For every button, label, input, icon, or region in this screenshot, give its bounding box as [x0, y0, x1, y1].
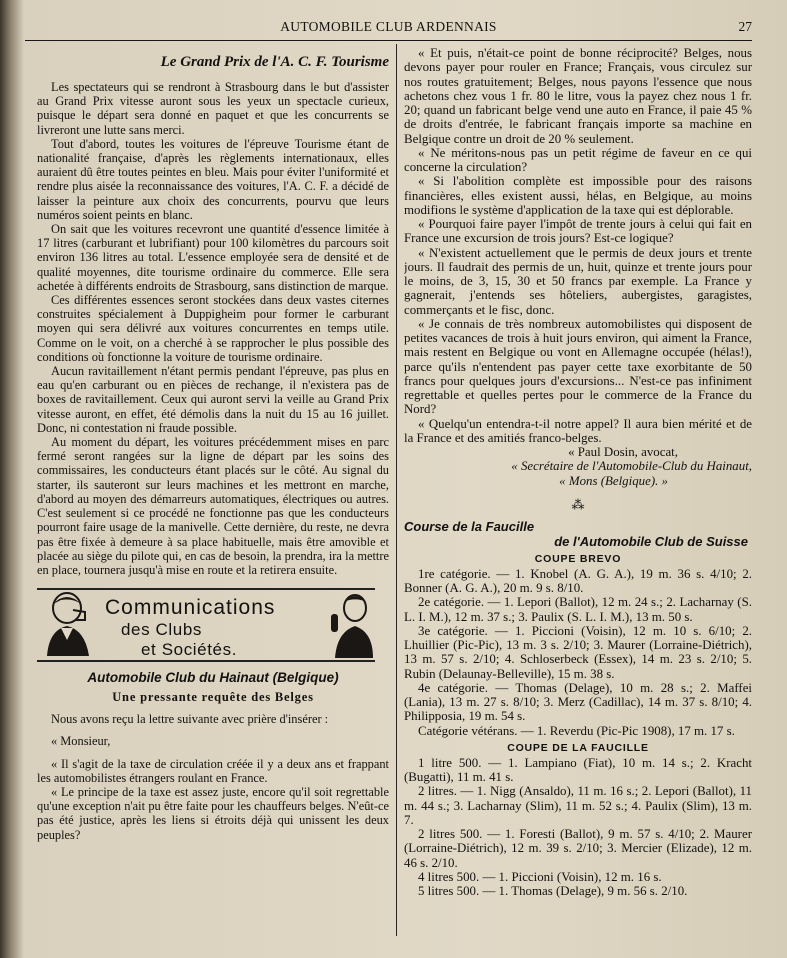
club-section-subtitle: Une pressante requête des Belges	[112, 690, 314, 705]
letter-paragraph: « Il s'agit de la taxe de circulation créée il y a deux ans et frappant les automobilistes étrangers roulant en France.	[37, 756, 389, 785]
result-entry: 4e catégorie. — Thomas (Delage), 10 m. 28 s.; 2. Maffei (Lania), 13 m. 27 s. 8/10; 3. Merz (Cadillac), 14 m. 37 s. 8/10; 4. Philipposia, 19 m. 54 s.	[404, 680, 752, 724]
banner-line-2: des Clubs	[121, 620, 202, 640]
article-title: Le Grand Prix de l'A. C. F. Tourisme	[160, 54, 389, 70]
letter-paragraph: « Le principe de la taxe est assez juste, encore qu'il soit regrettable qu'une exception n'ait pu être faite pour les chauffeurs belges. N'eût-ce pas été justice, après les liens si étroits déjà qui unissent les deux peuples?	[37, 784, 389, 842]
result-entry: 4 litres 500. — 1. Piccioni (Voisin), 12 m. 16 s.	[418, 869, 662, 884]
result-entry: 2 litres 500. — 1. Foresti (Ballot), 9 m. 57 s. 4/10; 2. Maurer (Lorraine-Diétrich), 12 m. 39 s. 2/10; 3. Mercier (Elizade), 12 m. 46 s. 2/10.	[404, 827, 752, 870]
letter-salutation: « Monsieur,	[51, 734, 111, 749]
section-separator-stars: ⁂	[571, 496, 585, 512]
left-column	[37, 46, 389, 936]
article-paragraph: Aucun ravitaillement n'étant permis pendant l'épreuve, pas plus en eau qu'en carburant ou en pièces de rechange, il n'existera pas de boxes de ravitaillement. Ceux qui auront servi la veille au Grand Prix vitesse auront, en effet, été démolis dans la nuit du 15 au 16 juillet. Donc, ni contestation ni fraude possible.	[37, 364, 389, 435]
man-on-phone-illustration-icon	[39, 590, 103, 658]
result-entry: 3e catégorie. — 1. Piccioni (Voisin), 12 m. 10 s. 6/10; 2. Lhuillier (Pic-Pic), 13 m. 3 s. 2/10; 3. Maurer (Lorraine-Diétrich), 13 m. 57 s. 2/10; 4. Schloserbeck (Essex), 14 m. 23 s. 2/10; 5. Rubin (Delaunay-Belleville), 15 m. 38 s.	[404, 623, 752, 681]
result-entry: 2 litres. — 1. Nigg (Ansaldo), 11 m. 16 s.; 2. Lepori (Ballot), 11 m. 44 s.; 3. Lacharnay (Slim), 11 m. 52 s.; 4. Paulix (Slim), 13 m. 7.	[404, 784, 752, 827]
signature-place: « Mons (Belgique). »	[559, 473, 668, 488]
letter-paragraph: Nous avons reçu la lettre suivante avec prière d'insérer :	[51, 712, 329, 727]
telephone-illustration-icon	[329, 592, 375, 658]
course-title-line-2: de l'Automobile Club de Suisse	[554, 533, 748, 549]
result-entry: Catégorie vétérans. — 1. Reverdu (Pic-Pic 1908), 17 m. 17 s.	[418, 723, 735, 738]
article-paragraph: On sait que les voitures recevront une quantité d'essence limitée à 17 litres (carburant et lubrifiant) pour 100 kilomètres du parcours soit environ 136 litres au total. L'essence employée sera de densité et de qualité moyennes, dite tourisme ordinaire du commerce. Elle sera achetée à différents endroits de Strasbourg, sans distinction de marque.	[37, 222, 389, 293]
coupe-brevo-heading: COUPE BREVO	[534, 552, 622, 565]
communications-banner	[37, 588, 375, 662]
page-number: 27	[738, 19, 752, 34]
letter-paragraph: « Pourquoi faire payer l'impôt de trente jours à celui qui fait en France une excursion de trois jours? Est-ce logique?	[404, 217, 752, 246]
running-title: AUTOMOBILE CLUB ARDENNAIS	[280, 19, 497, 34]
course-title-line-1: Course de la Faucille	[404, 518, 535, 534]
article-paragraph: Au moment du départ, les voitures précédemment mises en parc fermé seront rangées sur la ligne de départ par les soins des commissaires, les conducteurs étant placés sur le côté. Au signal du starter, ils sauteront sur leurs machines et les mettront en marche, d'abord au moyen des démarreurs automatiques, électriques ou autres. C'est seulement si ce procédé ne fonctionne pas que les conducteurs pourront faire usage de la manivelle. Cette dernière, du reste, ne devra pas être fixée à demeure à sa place habituelle, mais être amovible et placée au siège du pilote qui, en cas de besoin, la prendra, ira la mettre en place, tournera jusqu'à mise en route et la retirera ensuite.	[37, 435, 389, 577]
result-entry: 5 litres 500. — 1. Thomas (Delage), 9 m. 56 s. 2/10.	[418, 884, 688, 898]
letter-paragraph: « Si l'abolition complète est impossible pour des raisons financières, elles existent aussi, hélas, en Belgique, au moins modifions le système d'application de la taxe qui est déplorable.	[404, 174, 752, 217]
letter-paragraph: « Je connais de très nombreux automobilistes qui disposent de petites vacances de trois à huit jours environ, qui aiment la France, mais restent en Belgique ou vont en Allemagne occupée (hélas!), parce qu'ils n'entendent pas payer cette taxe exorbitante de 50 francs pour quelques jours d'excursions... N'est-ce pas infiniment regrettable et quelles pertes pour le commerce de la France du Nord?	[404, 316, 752, 417]
signature-name: « Paul Dosin, avocat,	[568, 445, 678, 459]
column-divider	[396, 44, 397, 936]
result-entry: 1 litre 500. — 1. Lampiano (Fiat), 10 m. 14 s.; 2. Kracht (Bugatti), 11 m. 41 s.	[404, 755, 752, 784]
letter-paragraph: « Et puis, n'était-ce point de bonne réciprocité? Belges, nous devons payer pour rouler en France; Français, vous circulez sur nos routes gratuitement; Belges, nous payons l'essence que nous achetons chez vous 1 fr. 80 le litre, vous la payez chez nous 1 fr. 20; quand un fabricant belge vend une auto en France, il paie 45 % de droits d'entrée, le fabricant français importe sa machine en Belgique contre un droit de 20 % seulement.	[404, 46, 752, 146]
letter-paragraph: « Quelqu'un entendra-t-il notre appel? Il aura bien mérité et de la France et des amitiés franco-belges.	[404, 416, 752, 445]
signature-role: « Secrétaire de l'Automobile-Club du Hainaut,	[511, 459, 752, 474]
result-entry: 1re catégorie. — 1. Knobel (A. G. A.), 19 m. 36 s. 4/10; 2. Bonner (A. G. A.), 20 m. 9 s. 8/10.	[404, 566, 752, 595]
banner-line-1: Communications	[105, 596, 276, 620]
result-entry: 2e catégorie. — 1. Lepori (Ballot), 12 m. 24 s.; 2. Lacharnay (S. L. I. M.), 12 m. 37 s.; 3. Paulix (S. L. I. M.), 13 m. 50 s.	[404, 595, 752, 624]
page-header	[25, 18, 752, 41]
article-paragraph: Tout d'abord, toutes les voitures de l'épreuve Tourisme étant de nationalité française, d'après les règlements internationaux, elles auraient dû être toutes peintes en bleu. Mais pour éviter l'uniformité et rendre plus aisée la reconnaissance des voitures, l'A. C. F. a décidé de laisser la peinture aux choix des concurrents, pourvu que leurs numéros soient peints en blanc.	[37, 136, 389, 222]
article-paragraph: Ces différentes essences seront stockées dans deux vastes citernes construites spécialement à Duppigheim pour former le carburant moyen qui sera délivré aux voitures concurrentes en temps utile. Comme on le voit, on a cherché à se rapprocher le plus possible des conditions où fonctionne la voiture de tourisme ordinaire.	[37, 293, 389, 364]
letter-paragraph: « N'existent actuellement que le permis de deux jours et trente jours. Il faudrait des permis de un, huit, quinze et trente jours pour le moins, de 3, 15, 30 et 50 francs par exemple. La France y gagnerait, j'entends ses hôteliers, aubergistes, garagistes, commerçants et le fisc, donc.	[404, 245, 752, 317]
banner-line-3: et Sociétés.	[141, 640, 238, 660]
right-column	[404, 46, 752, 936]
club-section-title: Automobile Club du Hainaut (Belgique)	[87, 670, 339, 686]
coupe-faucille-heading: COUPE DE LA FAUCILLE	[507, 741, 649, 754]
article-paragraph: Les spectateurs qui se rendront à Strasbourg dans le but d'assister au Grand Prix vitesse auront sous les yeux un spectacle curieux, puisque le départ sera donné en paquet et que les concurrents se livreront une lutte sans merci.	[37, 80, 389, 137]
letter-paragraph: « Ne méritons-nous pas un petit régime de faveur en ce qui concerne la circulation?	[404, 145, 752, 174]
